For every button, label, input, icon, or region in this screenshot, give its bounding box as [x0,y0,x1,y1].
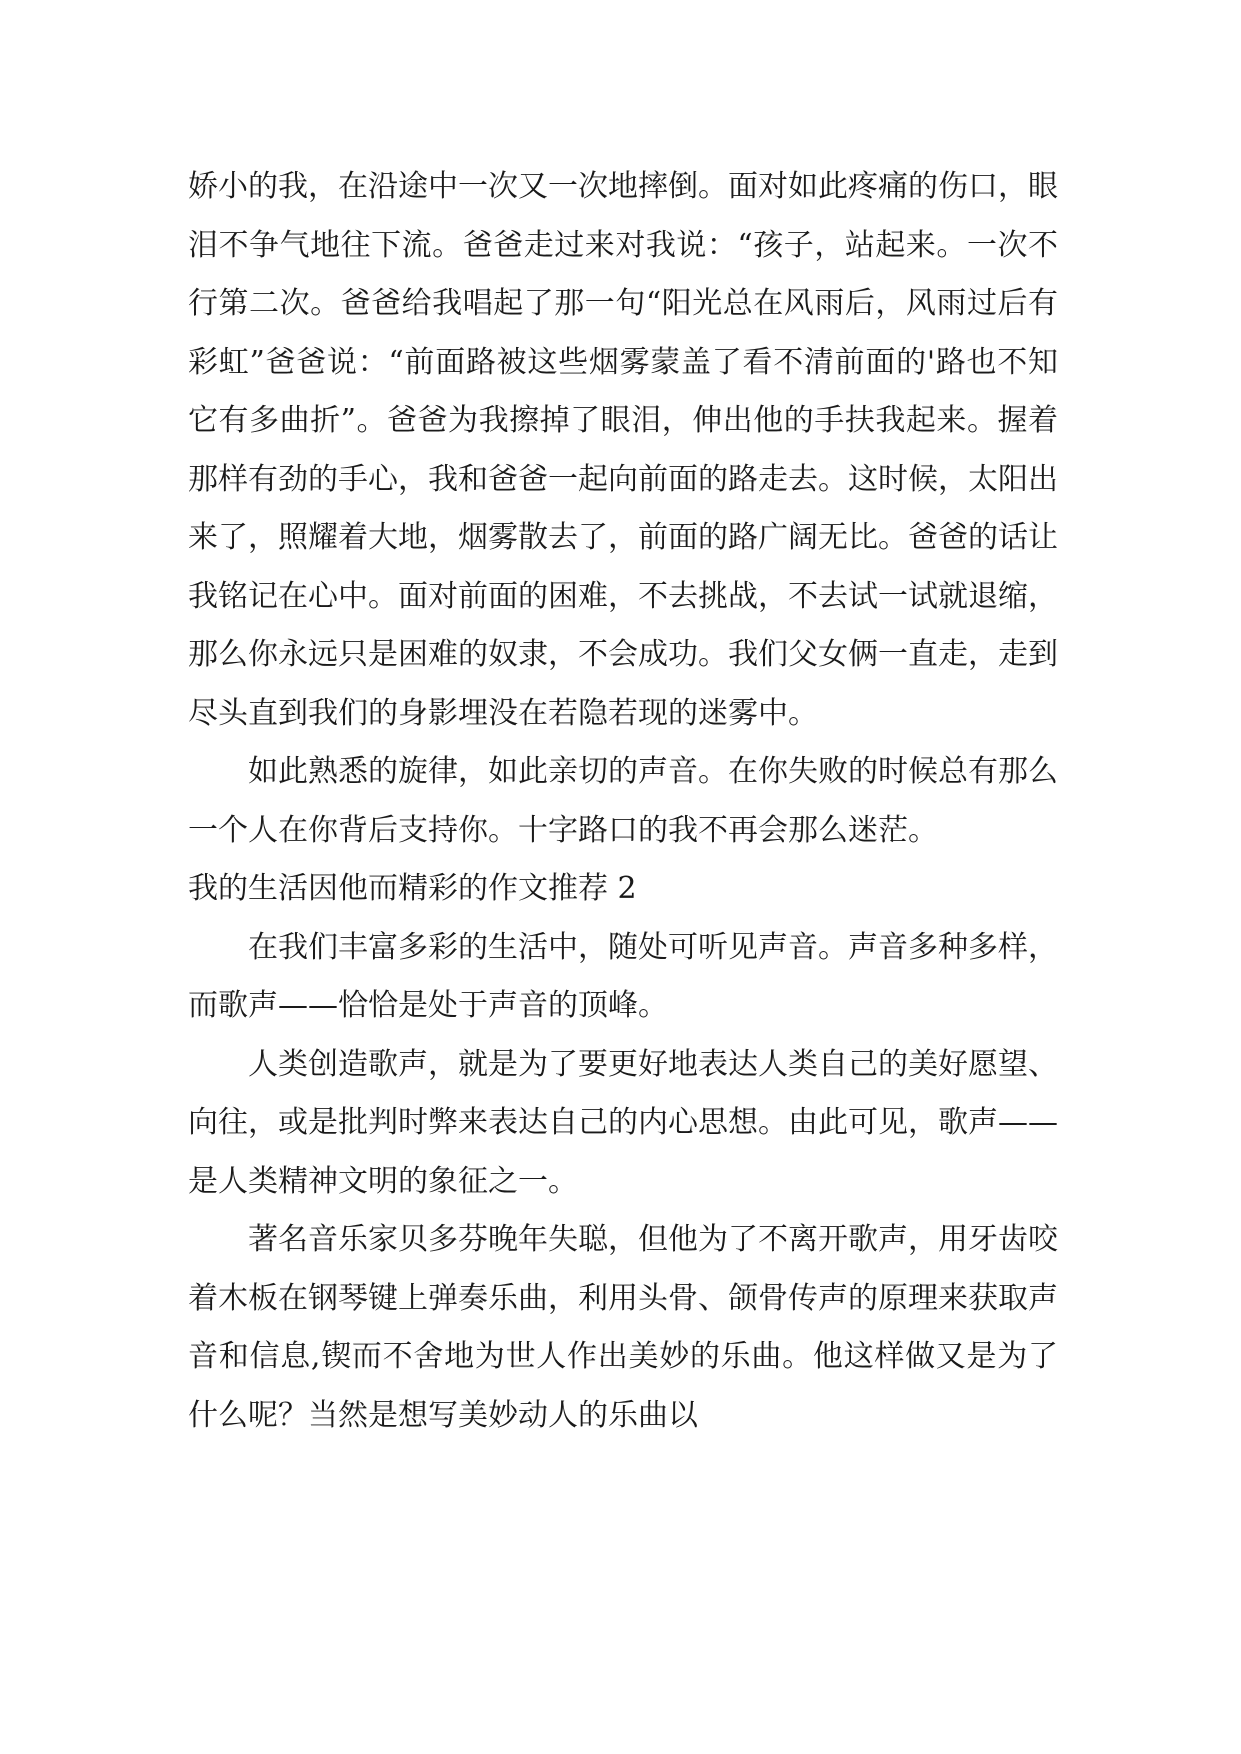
paragraph: 如此熟悉的旋律，如此亲切的声音。在你失败的时候总有那么一个人在你背后支持你。十字路口的我不再会那么迷茫。 [188,754,1058,848]
paragraph: 人类创造歌声，就是为了要更好地表达人类自己的美好愿望、向往，或是批判时弊来表达自己的内心思想。由此可见，歌声——是人类精神文明的象征之一。 [188,1046,1058,1199]
paragraph-continuation: 娇小的我，在沿途中一次又一次地摔倒。面对如此疼痛的伤口，眼泪不争气地往下流。爸爸走过来对我说：“孩子，站起来。一次不行第二次。爸爸给我唱起了那一句“阳光总在风雨后，风雨过后有彩虹”爸爸说：“前面路被这些烟雾蒙盖了看不清前面的'路也不知它有多曲折”。爸爸为我擦掉了眼泪，伸出他的手扶我起来。握着那样有劲的手心，我和爸爸一起向前面的路走去。这时候，太阳出来了，照耀着大地，烟雾散去了，前面的路广阔无比。爸爸的话让我铭记在心中。面对前面的困难，不去挑战，不去试一试就退缩，那么你永远只是困难的奴隶，不会成功。我们父女俩一直走，走到尽头直到我们的身影埋没在若隐若现的迷雾中。 [188,169,1058,731]
section-title: 我的生活因他而精彩的作文推荐 2 [188,871,637,906]
paragraph: 著名音乐家贝多芬晚年失聪，但他为了不离开歌声，用牙齿咬着木板在钢琴键上弹奏乐曲，利用头骨、颌骨传声的原理来获取声音和信息,锲而不舍地为世人作出美妙的乐曲。他这样做又是为了什么呢？当然是想写美妙动人的乐曲以 [188,1222,1058,1433]
paragraph: 在我们丰富多彩的生活中，随处可听见声音。声音多种多样，而歌声——恰恰是处于声音的顶峰。 [188,929,1058,1023]
document-page [188,158,1058,1445]
